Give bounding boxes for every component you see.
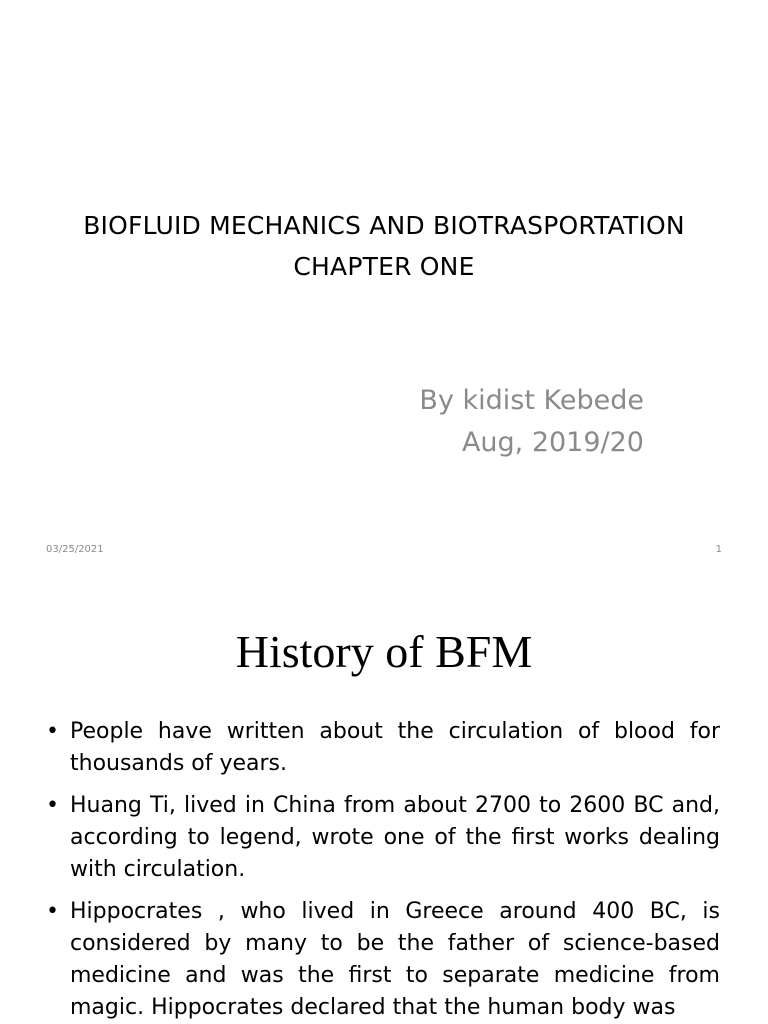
slide-1-footer-date: 03/25/2021 (46, 544, 104, 555)
bullet-icon: • (46, 793, 59, 818)
bullet-item (46, 790, 720, 886)
bullet-text: Huang Ti, lived in China from about 2700 to 2600 BC and, according to legend, wrote one of the first works dealing with circulation. (70, 793, 720, 882)
slide-2-bullet-list (46, 716, 720, 1024)
slide-1-date: Aug, 2019/20 (461, 427, 644, 458)
slide-2-title: History of BFM (235, 626, 533, 677)
bullet-icon: • (46, 719, 59, 744)
bullet-text: Hippocrates , who lived in Greece around 400 BC, is considered by many to be the father of science-based medicine and was the first to separate medicine from magic. Hippocrates declared that the human body was (70, 899, 720, 1020)
bullet-item (46, 716, 720, 780)
slide-1-title-line-1: BIOFLUID MECHANICS AND BIOTRASPORTATION (83, 211, 685, 240)
bullet-icon: • (46, 899, 59, 924)
bullet-text: People have written about the circulation of blood for thousands of years. (70, 719, 720, 776)
slide-2 (0, 576, 768, 1024)
slide-1-author: By kidist Kebede (419, 385, 644, 416)
slide-1-title-line-2: CHAPTER ONE (293, 252, 475, 281)
slide-1-page-number: 1 (715, 544, 722, 555)
slide-1-title (0, 205, 768, 287)
bullet-item (46, 896, 720, 1024)
slide-1-subtitle (419, 380, 644, 464)
